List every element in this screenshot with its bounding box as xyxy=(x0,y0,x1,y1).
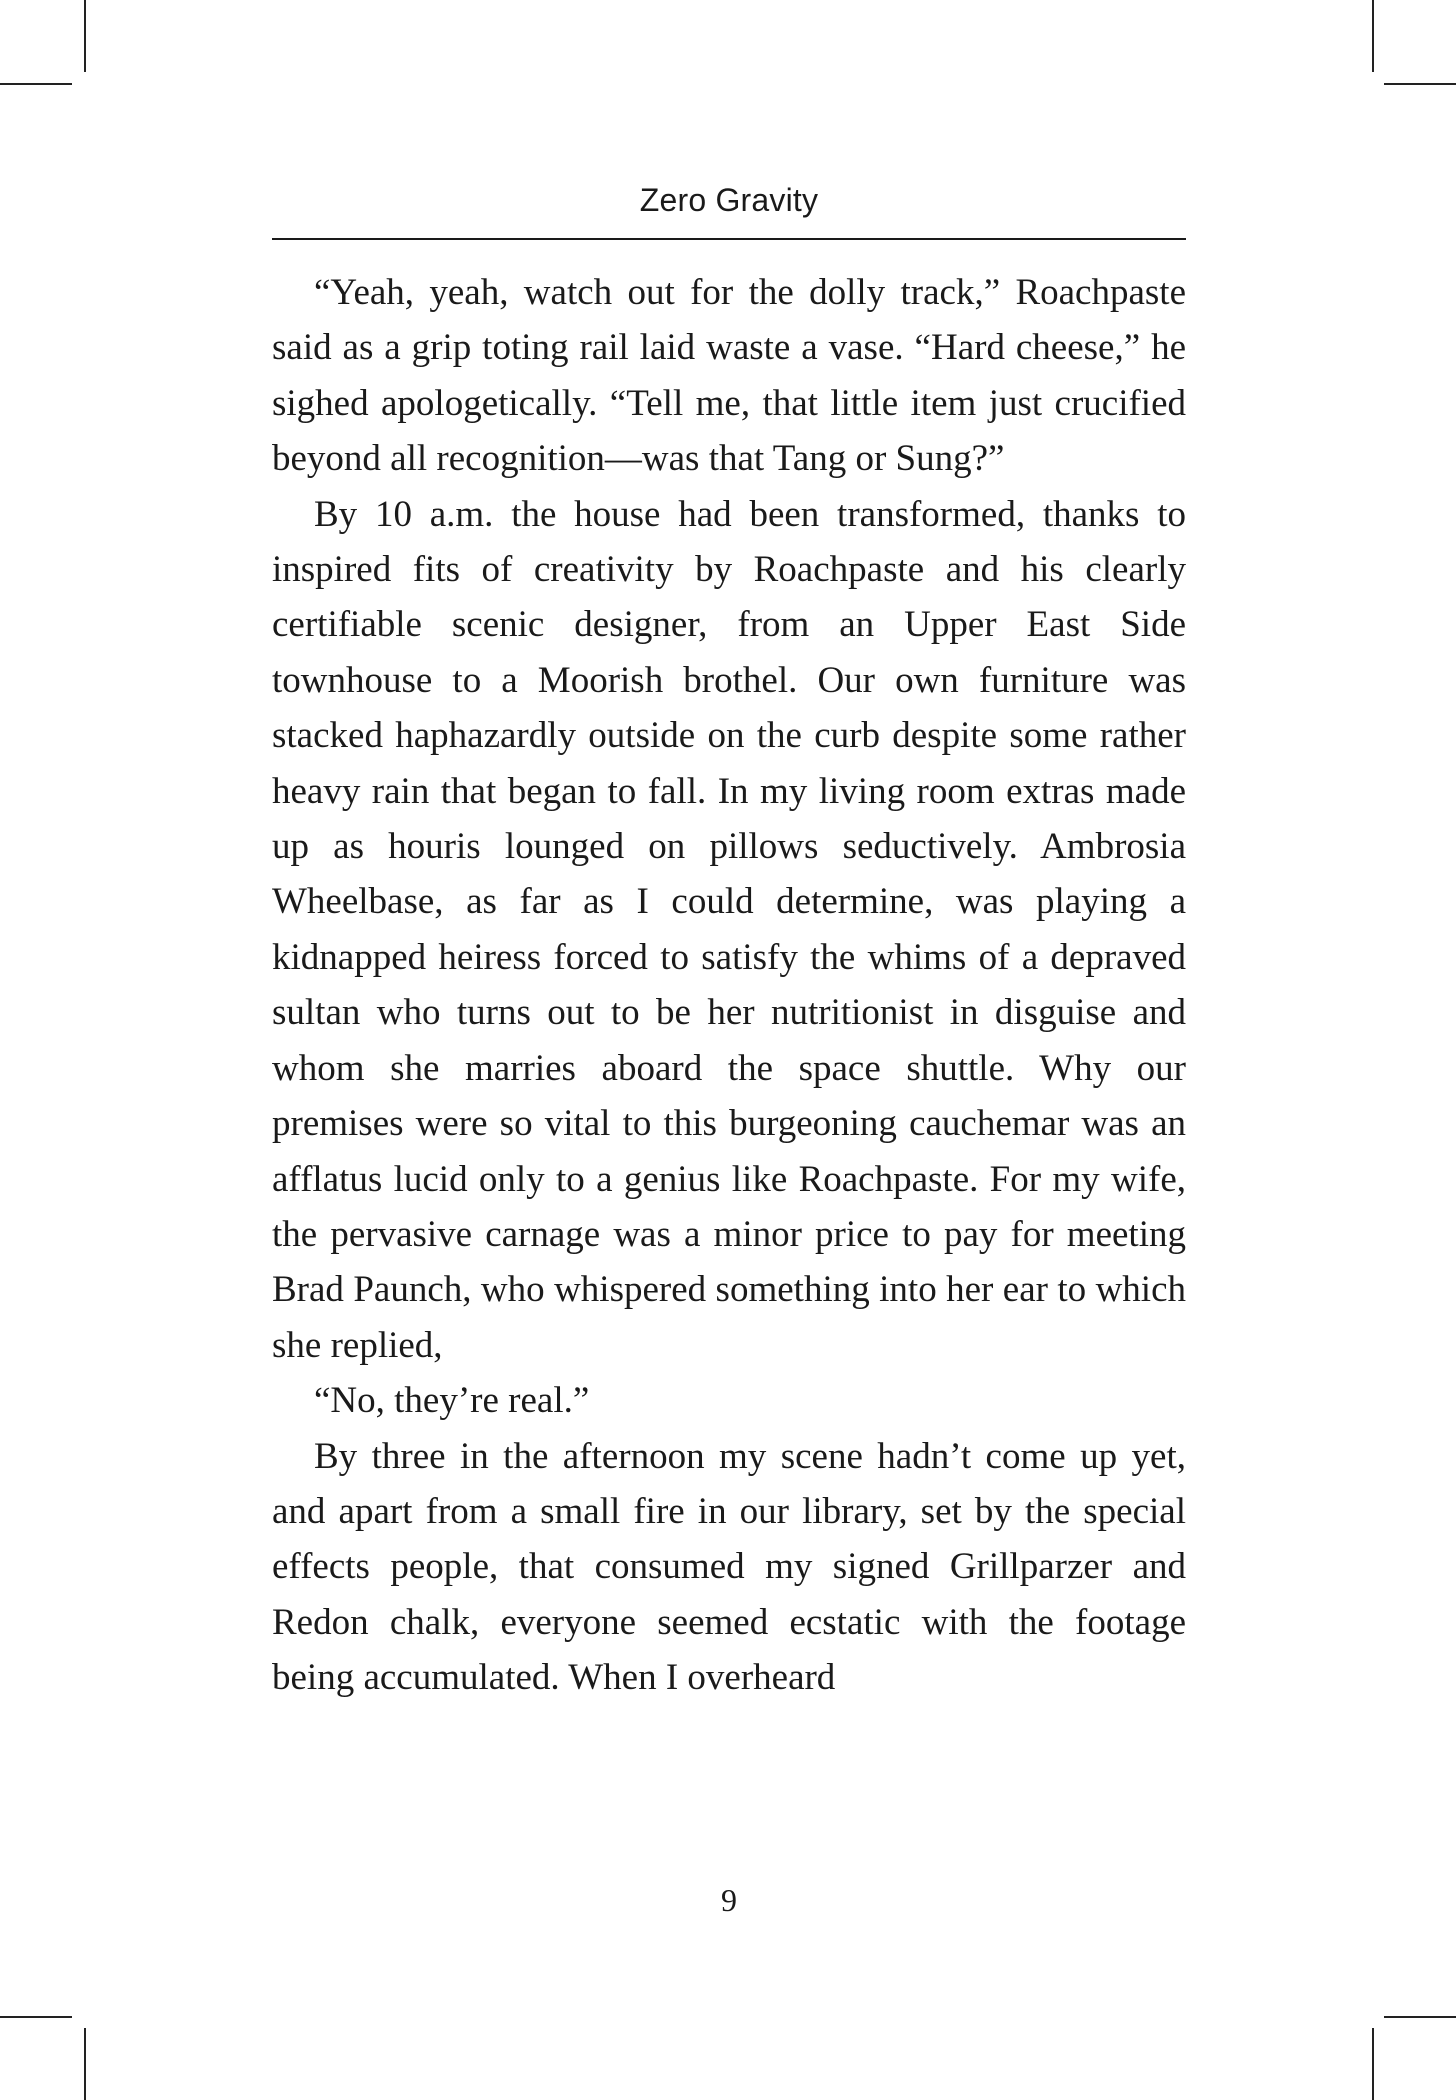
paragraph: “No, they’re real.” xyxy=(314,1380,590,1422)
crop-mark-top-left-vertical xyxy=(84,0,86,72)
header-rule xyxy=(272,238,1186,240)
running-head: Zero Gravity xyxy=(639,182,819,218)
crop-mark-top-left-horizontal xyxy=(0,83,72,85)
paragraph: “Yeah, yeah, watch out for the dolly track,” Roachpaste said as a grip toting rail laid waste a vase. “Hard cheese,” he sighed apologetically. “Tell me, that little item just crucified beyond all recognition—was that Tang or Sung?” xyxy=(272,272,1186,480)
body-text xyxy=(272,265,1186,1706)
crop-mark-top-right-horizontal xyxy=(1384,83,1456,85)
crop-mark-bottom-left-vertical xyxy=(84,2028,86,2100)
paragraph: By three in the afternoon my scene hadn’t come up yet, and apart from a small fire in our library, set by the special effects people, that consumed my signed Grillparzer and Redon chalk, everyone seemed ecstatic with the footage being accumulated. When I overheard xyxy=(272,1435,1186,1699)
page-number: 9 xyxy=(721,1882,737,1918)
paragraph: By 10 a.m. the house had been transformed, thanks to inspired fits of creativity by Roachpaste and his clearly certifiable scenic designer, from an Upper East Side townhouse to a Moorish brothel. Our own furniture was stacked haphazardly outside on the curb despite some rather heavy rain that began to fall. In my living room extras made up as houris lounged on pillows seductively. Ambrosia Wheelbase, as far as I could determine, was playing a kidnapped heiress forced to satisfy the whims of a depraved sultan who turns out to be her nutritionist in disguise and whom she marries aboard the space shuttle. Why our premises were so vital to this burgeoning cauchemar was an afflatus lucid only to a genius like Roachpaste. For my wife, the pervasive carnage was a minor price to pay for meeting Brad Paunch, who whispered something into her ear to which she replied, xyxy=(272,493,1186,1366)
crop-mark-bottom-right-horizontal xyxy=(1384,2016,1456,2018)
crop-mark-bottom-right-vertical xyxy=(1372,2028,1374,2100)
crop-mark-bottom-left-horizontal xyxy=(0,2016,72,2018)
crop-mark-top-right-vertical xyxy=(1372,0,1374,72)
